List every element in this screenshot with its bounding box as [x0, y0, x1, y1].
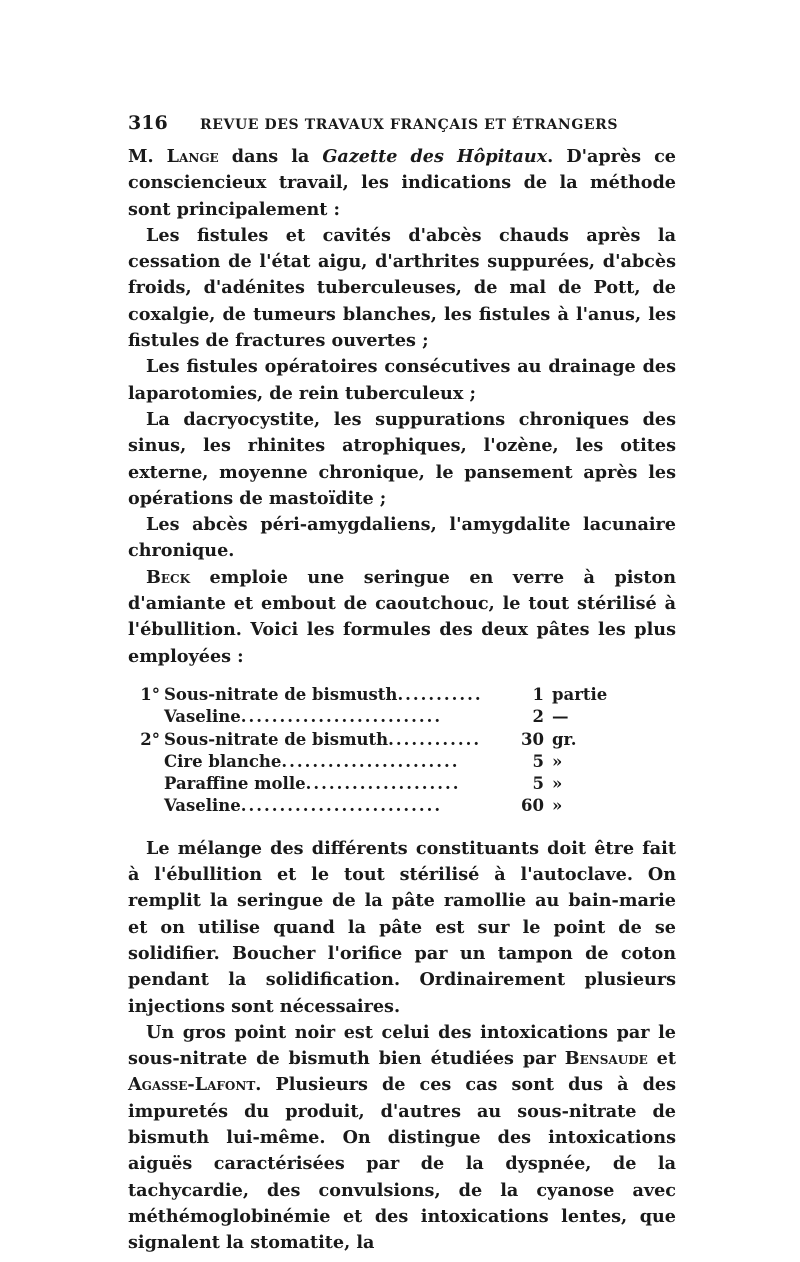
formula-quantity: 5 — [532, 774, 544, 794]
formula-ingredient — [164, 684, 504, 706]
formula-quantity: 5 — [532, 751, 544, 771]
formula-list — [128, 684, 676, 818]
leader-dots: ........... — [397, 684, 483, 704]
formula-ingredient — [164, 773, 504, 795]
author-agasse-lafont: Agasse-Lafont — [128, 1074, 256, 1096]
formula-row — [128, 684, 676, 706]
formula-unit: partie — [552, 684, 608, 704]
formula-number: 1° — [140, 684, 160, 704]
beck-text: emploie une seringue en verre à piston d'amiante et embout de caoutchouc, le tout stérilisé à l'ébullition. Voici les formules des deux pâtes les plus employées : — [128, 566, 676, 667]
ingredient-name: Vaseline — [164, 796, 241, 816]
intoxication-paragraph — [128, 1020, 676, 1257]
formula-quantity: 1 — [532, 684, 544, 704]
indication-paragraph: La dacryocystite, les suppurations chroniques des sinus, les rhinites atrophiques, l'ozène, les otites externe, moyenne chronique, le pansement après les opérations de mastoïdite ; — [128, 408, 676, 509]
formula-quantity: 30 — [521, 729, 544, 749]
document-page — [128, 112, 676, 1256]
formula-ingredient — [164, 751, 504, 773]
indication-paragraph: Les abcès péri-amygdaliens, l'amygdalite lacunaire chronique. — [128, 514, 676, 562]
formula-ingredient — [164, 795, 504, 817]
ingredient-name: Paraffine molle — [164, 774, 306, 794]
intox-text-b: et — [647, 1048, 677, 1070]
body-text — [128, 144, 676, 1256]
formula-row — [128, 706, 676, 728]
formula-quantity: 60 — [521, 796, 544, 816]
leader-dots: .......................... — [240, 707, 443, 727]
leader-dots: .................... — [305, 774, 461, 794]
indication-paragraph: Les fistules et cavités d'abcès chauds après la cessation de l'état aigu, d'arthrites suppurées, d'abcès froids, d'adénites tuberculeuses, de mal de Pott, de coxalgie, de tumeurs blanches, les fistules à l'anus, les fistules de fractures ouvertes ; — [128, 224, 676, 352]
formula-ingredient — [164, 729, 504, 751]
intro-paragraph — [128, 144, 676, 223]
formula-number: 2° — [140, 729, 160, 749]
formula-ingredient — [164, 706, 504, 728]
formula-row — [128, 729, 676, 751]
indication-paragraph: Les fistules opératoires consécutives au drainage des laparotomies, de rein tuberculeux ; — [128, 356, 676, 404]
formula-unit: » — [552, 796, 563, 816]
page-header — [128, 112, 676, 134]
author-beck: Beck — [146, 566, 190, 588]
formula-unit: gr. — [552, 729, 577, 749]
formula-row — [128, 795, 676, 817]
leader-dots: ....................... — [281, 751, 460, 771]
beck-paragraph — [128, 565, 676, 670]
page-number: 316 — [128, 112, 168, 134]
leader-dots: ............ — [388, 729, 482, 749]
ingredient-name: Vaseline — [164, 707, 241, 727]
leader-dots: .......................... — [240, 796, 443, 816]
intox-text-c: . Plusieurs de ces cas sont dus à des impuretés du produit, d'autres au sous-nitrate de bismuth lui-même. On distingue des intoxications aiguës caractérisées par de la dyspnée, de la tachycardie, des convulsions, de la cyanose avec méthémoglobinémie et des intoxications lentes, que signalent la stomatite, la — [128, 1074, 676, 1254]
ingredient-name: Sous-nitrate de bismusth — [164, 684, 398, 704]
formula-row — [128, 773, 676, 795]
formula-unit: — — [552, 707, 569, 727]
melange-paragraph: Le mélange des différents constituants doit être fait à l'ébullition et le tout stérilisé à l'autoclave. On remplit la seringue de la pâte ramollie au bain-marie et on utilise quand la pâte est sur le point de se solidifier. Boucher l'orifice par un tampon de coton pendant la solidification. Ordinairement plusieurs injections sont nécessaires. — [128, 837, 676, 1017]
ingredient-name: Cire blanche — [164, 751, 282, 771]
ingredient-name: Sous-nitrate de bismuth — [164, 729, 389, 749]
intro-text-b: . D'après ce consciencieux travail, les indications de la méthode sont principalement : — [128, 146, 676, 220]
formula-unit: » — [552, 751, 563, 771]
intro-text-a: dans la — [218, 146, 323, 167]
formula-row — [128, 751, 676, 773]
running-title: REVUE DES TRAVAUX FRANÇAIS ET ÉTRANGERS — [200, 117, 619, 133]
author-bensaude: Bensaude — [564, 1048, 648, 1070]
intox-text-a: Un gros point noir est celui des intoxications par le sous-nitrate de bismuth bien étudiées par — [128, 1021, 676, 1070]
author-lange: M. Lange — [128, 146, 219, 167]
formula-unit: » — [552, 774, 563, 794]
journal-title: Gazette des Hôpitaux — [322, 146, 548, 167]
formula-quantity: 2 — [532, 707, 544, 727]
